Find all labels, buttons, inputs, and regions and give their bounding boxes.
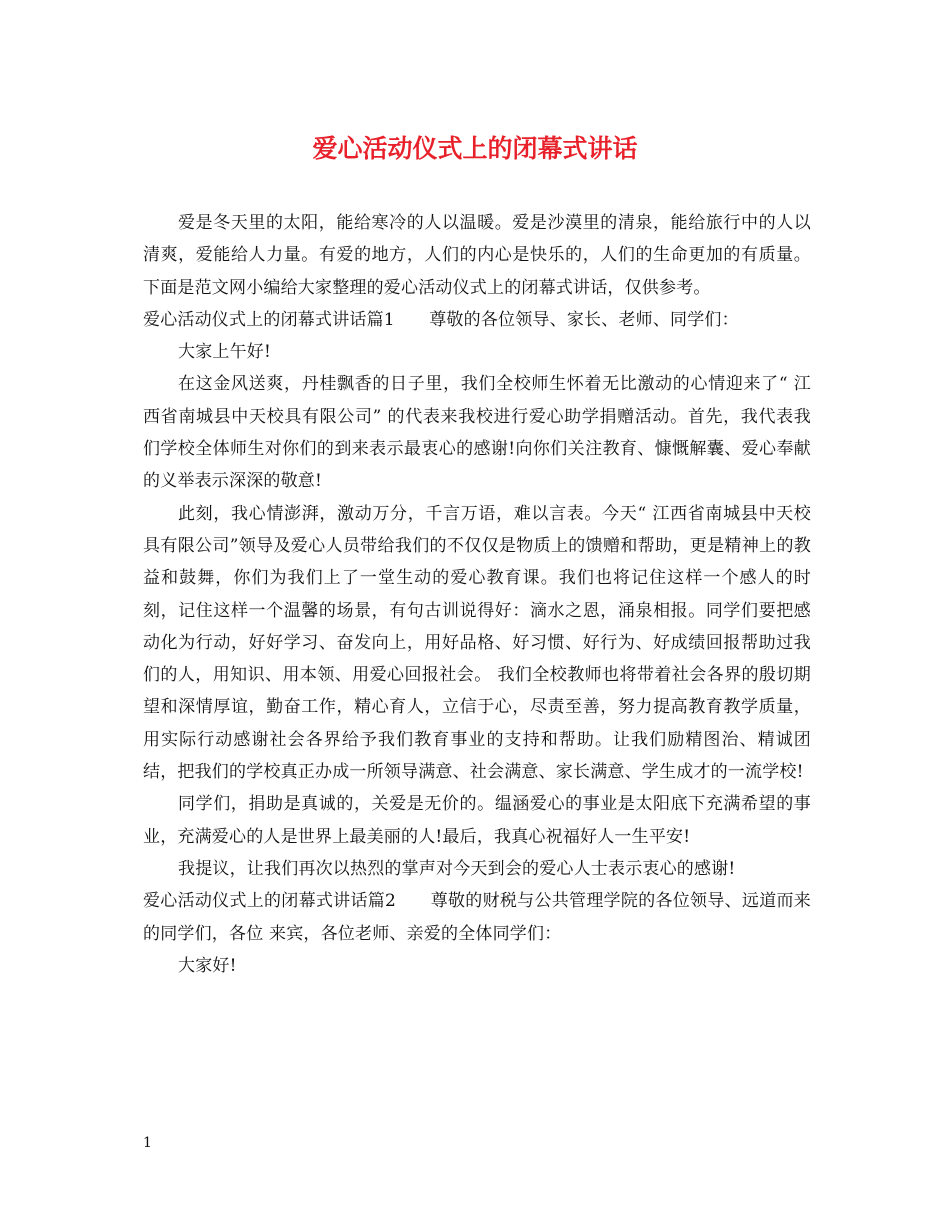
body-paragraph-3: 同学们，捐助是真诚的，关爱是无价的。缊涵爱心的事业是太阳底下充满希望的事业，充满爱心的人是世界上最美丽的人!最后，我真心祝福好人一生平安!: [143, 794, 811, 847]
body-paragraph-2: 此刻，我心情澎湃，激动万分，千言万语，难以言表。今天“ 江西省南城县中天校具有限公司”领导及爱心人员带给我们的不仅仅是物质上的馈赠和帮助，更是精神上的教益和鼓舞，你们为我们上了一堂生动的爱心教育课。我们也将记住这样一个感人的时刻，记住这样一个温馨的场景，有句古训说得好：滴水之恩，涌泉相报。同学们要把感动化为行动，好好学习、奋发向上，用好品格、好习惯、好行为、好成绩回报帮助过我们的人，用知识、用本领、用爱心回报社会。 我们全校教师也将带着社会各界的殷切期望和深情厚谊，勤奋工作，精心育人，立信于心，尽责至善，努力提高教育教学质量，用实际行动感谢社会各界给予我们教育事业的支持和帮助。让我们励精图治、精诚团结，把我们的学校真正办成一所领导满意、社会满意、家长满意、学生成才的一流学校!: [143, 503, 811, 783]
page-number: 1: [143, 1135, 152, 1151]
section-1-heading-line: 爱心活动仪式上的闭幕式讲话篇1 尊敬的各位领导、家长、老师、同学们：: [143, 309, 739, 330]
document-body: [143, 207, 811, 982]
intro-paragraph: 爱是冬天里的太阳，能给寒冷的人以温暖。爱是沙漠里的清泉，能给旅行中的人以清爽，爱能给人力量。有爱的地方，人们的内心是快乐的，人们的生命更加的有质量。下面是范文网小编给大家整理的爱心活动仪式上的闭幕式讲话，仅供参考。: [143, 213, 811, 298]
body-paragraph-1: 在这金风送爽，丹桂飘香的日子里，我们全校师生怀着无比激动的心情迎来了“ 江西省南城县中天校具有限公司” 的代表来我校进行爱心助学捐赠活动。首先，我代表我们学校全体师生对你们的到来表示最衷心的感谢!向你们关注教育、慷慨解囊、爱心奉献的义举表示深深的敬意!: [143, 374, 811, 492]
greeting-paragraph-1: 大家上午好!: [178, 342, 272, 363]
body-paragraph-4: 我提议，让我们再次以热烈的掌声对今天到会的爱心人士表示衷心的感谢!: [178, 858, 736, 879]
section-2-heading-line: 爱心活动仪式上的闭幕式讲话篇2 尊敬的财税与公共管理学院的各位领导、远道而来的同学们，各位 来宾，各位老师、亲爱的全体同学们：: [143, 891, 811, 944]
greeting-paragraph-2: 大家好!: [178, 955, 237, 976]
document-title: 爱心活动仪式上的闭幕式讲话: [312, 134, 638, 163]
